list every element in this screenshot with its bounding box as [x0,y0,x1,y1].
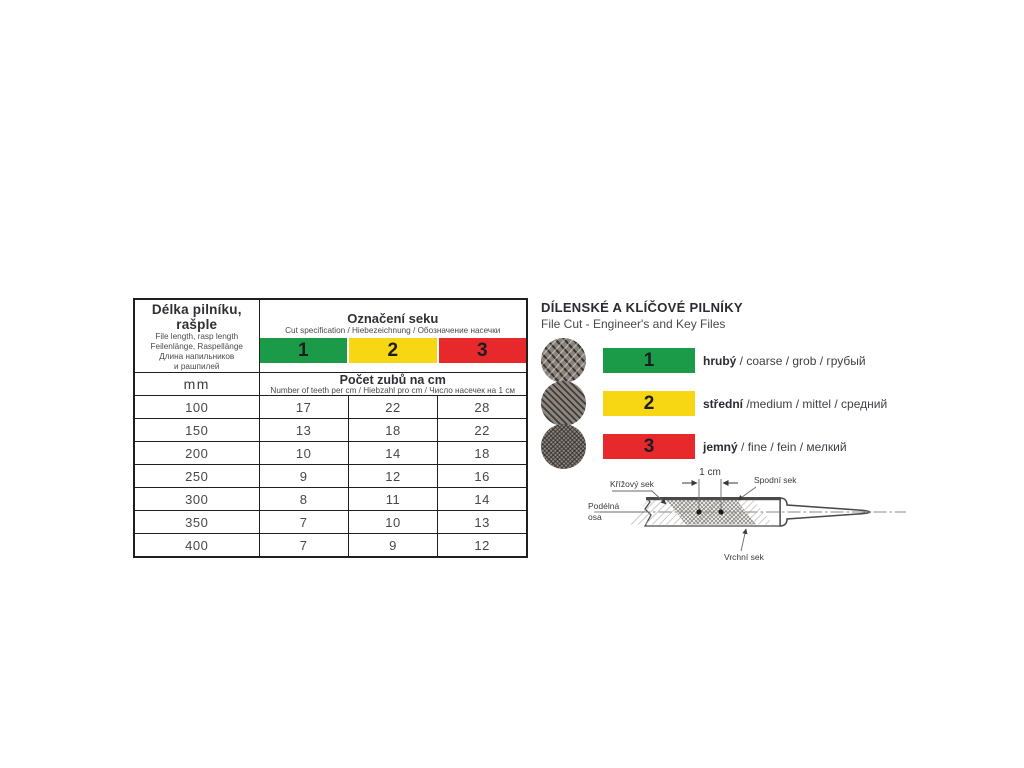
teeth-grade3: 16 [438,465,527,488]
grade-1-label-rest: / coarse / grob / грубый [736,353,866,368]
cut-title: Označení seku [347,310,439,326]
teeth-grade2: 9 [348,534,437,557]
grade-2-label [703,397,887,411]
coarse-texture-swatch [541,338,586,383]
teeth-grade2: 11 [348,488,437,511]
table-row [134,465,527,488]
length-value: 100 [134,396,259,419]
grade-3-bar: 3 [603,434,695,459]
grade-2-bar: 2 [603,391,695,416]
cross-cut-label: Křížový sek [610,479,654,489]
teeth-grade3: 12 [438,534,527,557]
teeth-title: Počet zubů na cm [339,373,446,387]
axis-label-line1: Podélná [588,501,620,511]
length-sub-ru1: Длина напильников [159,352,235,361]
medium-texture-swatch [541,381,586,426]
length-value: 300 [134,488,259,511]
legend-row-coarse [541,338,866,383]
lower-cut-label: Spodní sek [754,475,797,485]
length-title: Délka pilníku, rašple [151,302,242,332]
teeth-header-cell [259,373,527,396]
grade-3-label-bold: jemný [703,439,738,454]
length-value: 400 [134,534,259,557]
teeth-grade1: 7 [259,511,348,534]
table-row [134,396,527,419]
file-cut-diagram [586,463,914,571]
table-row [134,511,527,534]
teeth-grade1: 10 [259,442,348,465]
length-sub-de: Feilenlänge, Raspellänge [150,342,243,351]
length-value: 150 [134,419,259,442]
table-row [134,534,527,557]
length-value: 250 [134,465,259,488]
teeth-grade2: 18 [348,419,437,442]
dimension-label: 1 cm [699,467,721,478]
length-sub-ru2: и рашпилей [174,362,220,371]
teeth-grade1: 7 [259,534,348,557]
length-value: 350 [134,511,259,534]
file-spec-table [133,298,528,558]
upper-cut-label: Vrchní sek [724,552,764,562]
table-row [134,442,527,465]
tooth-point-left [696,509,701,514]
length-header-cell [134,299,259,373]
file-top-edge [646,497,781,500]
teeth-grade1: 9 [259,465,348,488]
section-subtitle: File Cut - Engineer's and Key Files [541,317,726,331]
grade-1-label [703,354,866,368]
legend-row-medium [541,381,887,426]
teeth-grade2: 14 [348,442,437,465]
table-row [134,419,527,442]
grade-2-label-rest: /medium / mittel / средний [743,396,888,411]
length-sub-en: File length, rasp length [155,332,239,341]
teeth-grade2: 10 [348,511,437,534]
length-value: 200 [134,442,259,465]
teeth-grade2: 12 [348,465,437,488]
cut-header-cell [259,299,527,373]
grade-1-cell: 1 [260,338,348,363]
fine-texture-swatch [541,424,586,469]
grade-1-bar: 1 [603,348,695,373]
teeth-grade1: 8 [259,488,348,511]
grade-3-cell: 3 [439,338,527,363]
axis-label-line2: osa [588,512,602,522]
teeth-subtitle: Number of teeth per cm / Hiebzahl pro cm / Число насечек на 1 см [270,386,516,396]
teeth-grade3: 18 [438,442,527,465]
grade-3-label [703,440,847,454]
teeth-grade3: 13 [438,511,527,534]
section-title: DÍLENSKÉ A KLÍČOVÉ PILNÍKY [541,300,743,315]
tooth-point-right [718,509,723,514]
teeth-grade2: 22 [348,396,437,419]
unit-cell: mm [134,373,259,396]
teeth-grade3: 14 [438,488,527,511]
grade-3-label-rest: / fine / fein / мелкий [737,439,847,454]
upper-cut-leader [741,529,746,551]
grade-2-label-bold: střední [703,396,744,411]
cut-grade-strip [260,338,527,363]
teeth-grade1: 17 [259,396,348,419]
teeth-grade1: 13 [259,419,348,442]
teeth-grade3: 28 [438,396,527,419]
cut-subtitle: Cut specification / Hiebezeichnung / Обозначение насечки [285,325,501,335]
teeth-grade3: 22 [438,419,527,442]
table-row [134,488,527,511]
grade-1-label-bold: hrubý [703,353,737,368]
grade-2-cell: 2 [349,338,437,363]
